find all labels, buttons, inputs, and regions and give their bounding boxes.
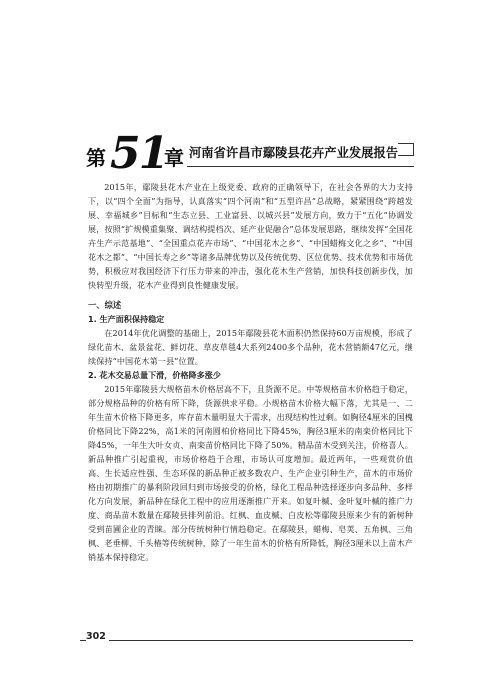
- subsection-1-paragraph: 在2014年优化调整的基础上，2015年鄢陵县花木面积仍然保持60万亩规模，形成了绿化苗木、盆景盆花、鲜切花、草皮草毯4大系列2400多个品种，花木营销额47亿元，继续保持“中国花木第一县”位置。: [88, 328, 413, 366]
- chapter-title: 河南省许昌市鄢陵县花卉产业发展报告: [189, 146, 399, 160]
- page-content: [88, 180, 413, 564]
- section-heading: 一、综述: [88, 300, 122, 310]
- intro-paragraph: 2015年，鄢陵县花木产业在上级党委、政府的正确领导下，在社会各界的大力支持下，以“四个全面”为指导，认真落实“四个河南”和“五型许昌”总战略，紧紧围绕“跨越发展、幸福城乡”目标和“生态立县、工业富县、以城兴县”发展方向，致力于“五化”协调发展，按照“扩规模重集聚、调结构提档次、延产业促融合”总体发展思路，继续发挥“全国花卉生产示范基地”、“全国重点花卉市场”、“中国花木之乡”、“中国蜡梅文化之乡”、“中国花木之都”、“中国长寿之乡”等诸多品牌优势以及传统优势、区位优势、技术优势和市场优势，积极应对我国经济下行压力带来的冲击，强化花木生产营销，加快科技创新步伐，加快转型升级，花木产业得到良性健康发展。: [88, 182, 413, 290]
- subsection-heading-2: 2. 花木交易总量下滑，价格降多涨少: [88, 370, 221, 380]
- page-number: 302: [86, 631, 109, 642]
- footer-rule: [80, 640, 413, 641]
- chapter-title-rule: [187, 166, 414, 167]
- chapter-corner-ornament: [398, 143, 414, 156]
- chapter-prefix: 第: [86, 146, 106, 170]
- subsection-2-paragraph: 2015年鄢陵县大规格苗木价格居高不下，且货源不足。中等规格苗木价格趋于稳定，部分规格品种的价格有所下降，货源供求平稳。小规格苗木价格大幅下落，尤其是一、二年生苗木价格下降更多，库存苗木量明显大于需求，出现结构性过剩。如胸径4厘米的国槐价格同比下降22%，高1米的河南圆柏价格同比下降45%，胸径3厘米的南栾价格同比下降45%，一年生大叶女贞、南栾苗价格同比下降了50%。精品苗木受到关注，价格喜人。新品种推广引起重视，市场价格趋于合理，市场认可度增加。最近两年，一些观赏价值高、生长适应性强、生态环保的新品种正被多数农户、生产企业引种生产，苗木的市场价格由初期推广的暴利阶段回归到市场接受的价格，绿化工程品种选择逐步向多品种、多样化方向发展，新品种在绿化工程中的应用逐渐推广开来。如复叶槭、金叶复叶槭的推广力度、商品苗木数量在鄢陵县排列前沿。红枫、血皮槭、白皮松等鄢陵县原来少有的新树种受到苗圃企业的青睐。部分传统树种行情趋稳定。在鄢陵县，蜡梅、皂荚、五角枫、三角枫、老垂柳、千头椿等传统树种，除了一年生苗木的价格有所降低，胸径3厘米以上苗木产销基本保持稳定。: [88, 384, 413, 562]
- chapter-number: 51: [110, 128, 168, 179]
- subsection-heading-1: 1. 生产面积保持稳定: [88, 314, 165, 324]
- chapter-suffix: 章: [164, 146, 184, 170]
- chapter-header: [86, 128, 414, 179]
